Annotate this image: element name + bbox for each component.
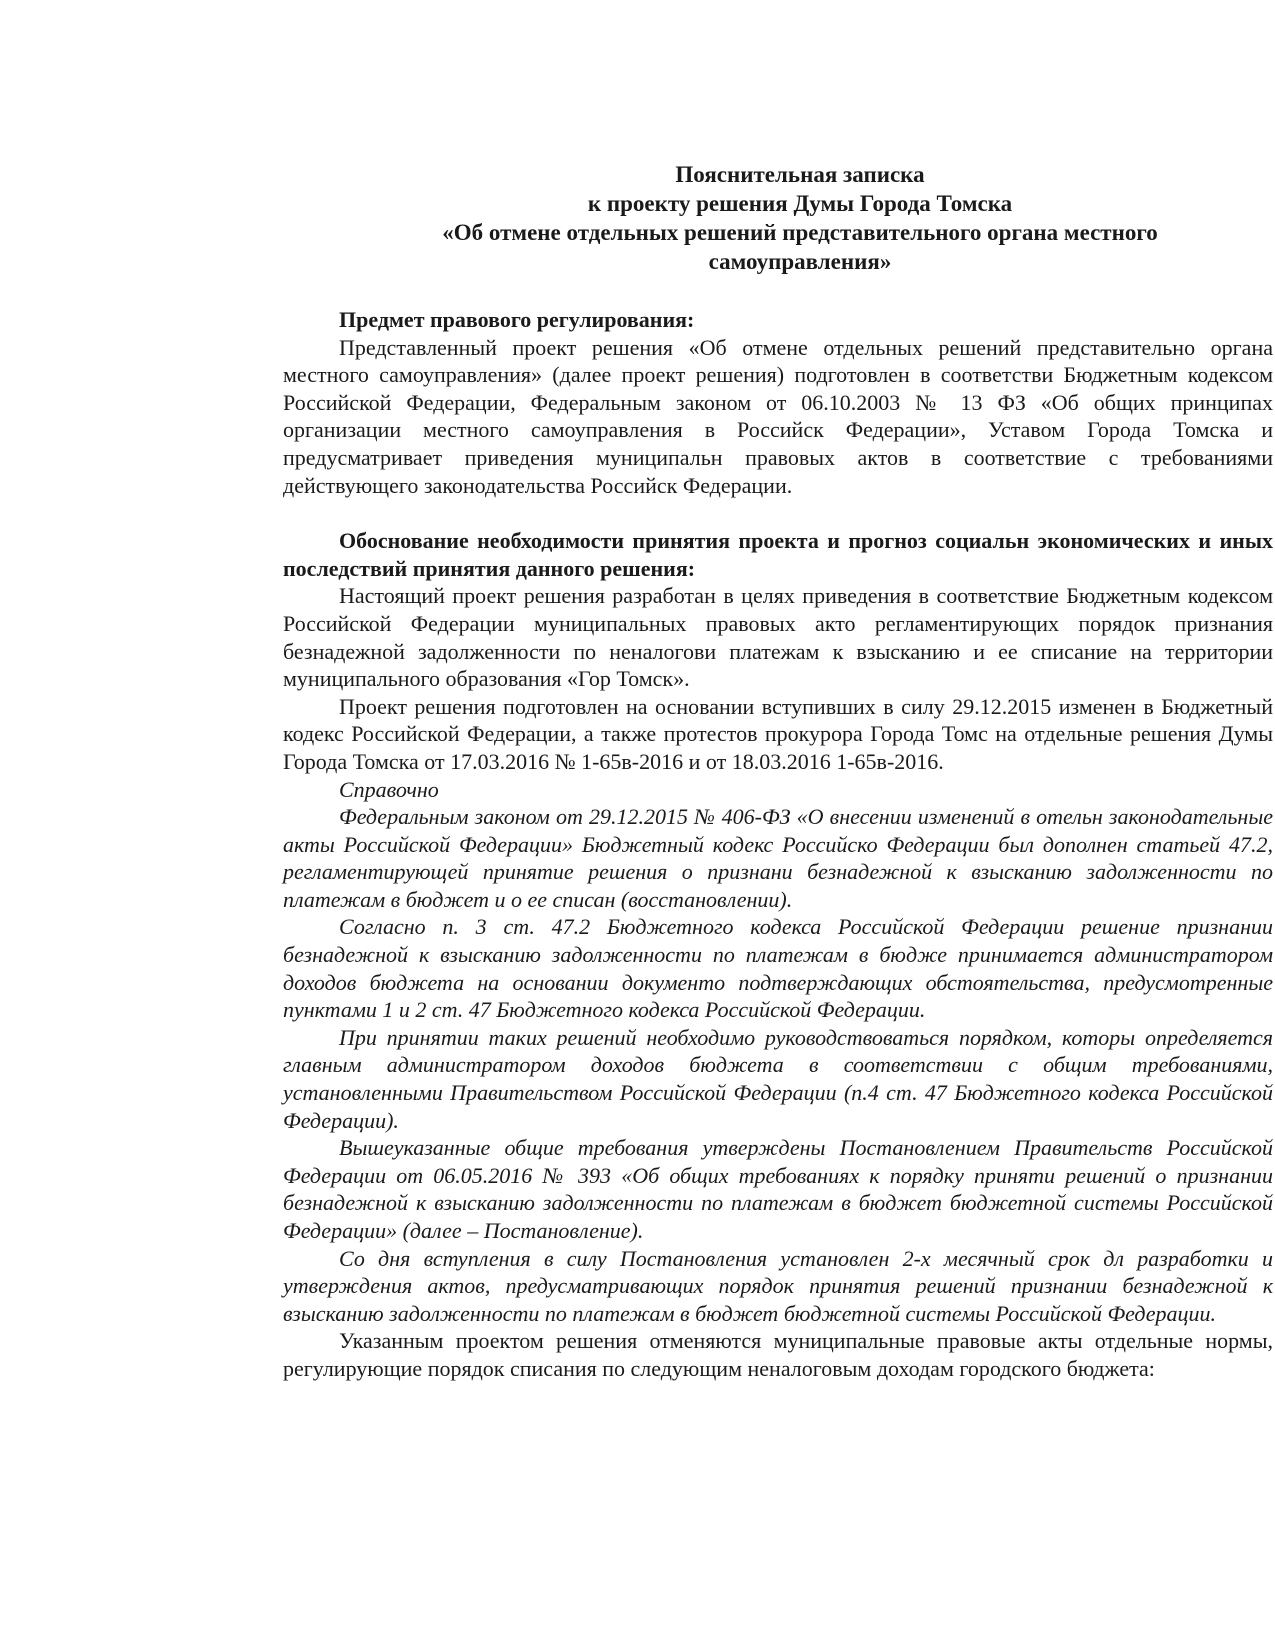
- paragraph-subject: Представленный проект решения «Об отмене отдельных решений представительно органа местного самоуправления» (далее проект решения) подготовлен в соответстви Бюджетным кодексом Российской Федерации, Федеральным законом от 06.10.2003 № 13 ФЗ «Об общих принципах организации местного самоуправления в Российск Федерации», Уставом Города Томска и предусматривает приведения муниципальн правовых актов в соответствие с требованиями действующего законодательства Российск Федерации.: [283, 334, 1273, 498]
- title-line-1: Пояснительная записка: [675, 162, 925, 187]
- section-heading-justification: Обоснование необходимости принятия проекта и прогноз социальн экономических и иных последствий принятия данного решения:: [283, 528, 1273, 581]
- reference-paragraph-4: Вышеуказанные общие требования утверждены Постановлением Правительств Российской Федерации от 06.05.2016 № 393 «Об общих требованиях к порядку приняти решений о признании безнадежной к взысканию задолженности по платежам в бюджет бюджетной системы Российской Федерации» (далее – Постановление).: [283, 1135, 1273, 1243]
- reference-paragraph-3: При принятии таких решений необходимо руководствоваться порядком, которы определяется главным администратором доходов бюджета в соответствии с общим требованиями, установленными Правительством Российской Федерации (п.4 ст. 47 Бюджетного кодекса Российской Федерации).: [283, 1024, 1273, 1133]
- title-line-4: самоуправления»: [708, 249, 892, 274]
- reference-paragraph-1: Федеральным законом от 29.12.2015 № 406-ФЗ «О внесении изменений в отельн законодательные акты Российской Федерации» Бюджетный кодекс Российско Федерации был дополнен статьей 47.2, регламентирующей принятие решения о признани безнадежной к взысканию задолженности по платежам в бюджет и о ее списан (восстановлении).: [283, 804, 1273, 912]
- title-line-3: «Об отмене отдельных решений представительного органа местного: [442, 220, 1158, 245]
- section-heading-subject: Предмет правового регулирования:: [339, 307, 695, 332]
- document-body: [283, 306, 1273, 1383]
- reference-paragraph-5: Со дня вступления в силу Постановления установлен 2-х месячный срок дл разработки и утверждения актов, предусматривающих порядок принятия решений признании безнадежной к взысканию задолженности по платежам в бюджет бюджетной системы Российской Федерации.: [283, 1245, 1273, 1326]
- reference-label: Справочно: [339, 776, 439, 802]
- paragraph-justification-2: Проект решения подготовлен на основании вступивших в силу 29.12.2015 изменен в Бюджетный кодекс Российской Федерации, а также протестов прокурора Города Томс на отдельные решения Думы Города Томска от 17.03.2016 № 1-65в-2016 и от 18.03.2016 1-65в-2016.: [283, 693, 1273, 774]
- document-title: [360, 160, 1240, 276]
- title-line-2: к проекту решения Думы Города Томска: [587, 191, 1013, 216]
- paragraph-justification-1: Настоящий проект решения разработан в целях приведения в соответствие Бюджетным кодексом Российской Федерации муниципальных правовых акто регламентирующих порядок признания безнадежной задолженности по неналогови платежам к взысканию и ее списание на территории муниципального образования «Гор Томск».: [283, 583, 1273, 692]
- spacer: [283, 499, 1273, 527]
- closing-paragraph: Указанным проектом решения отменяются муниципальные правовые акты отдельные нормы, регулирующие порядок списания по следующим неналоговым доходам городского бюджета:: [283, 1328, 1273, 1381]
- reference-paragraph-2: Согласно п. 3 ст. 47.2 Бюджетного кодекса Российской Федерации решение признании безнадежной к взысканию задолженности по платежам в бюдже принимается администратором доходов бюджета на основании документо подтверждающих обстоятельства, предусмотренные пунктами 1 и 2 ст. 47 Бюджетного кодекса Российской Федерации.: [283, 914, 1273, 1023]
